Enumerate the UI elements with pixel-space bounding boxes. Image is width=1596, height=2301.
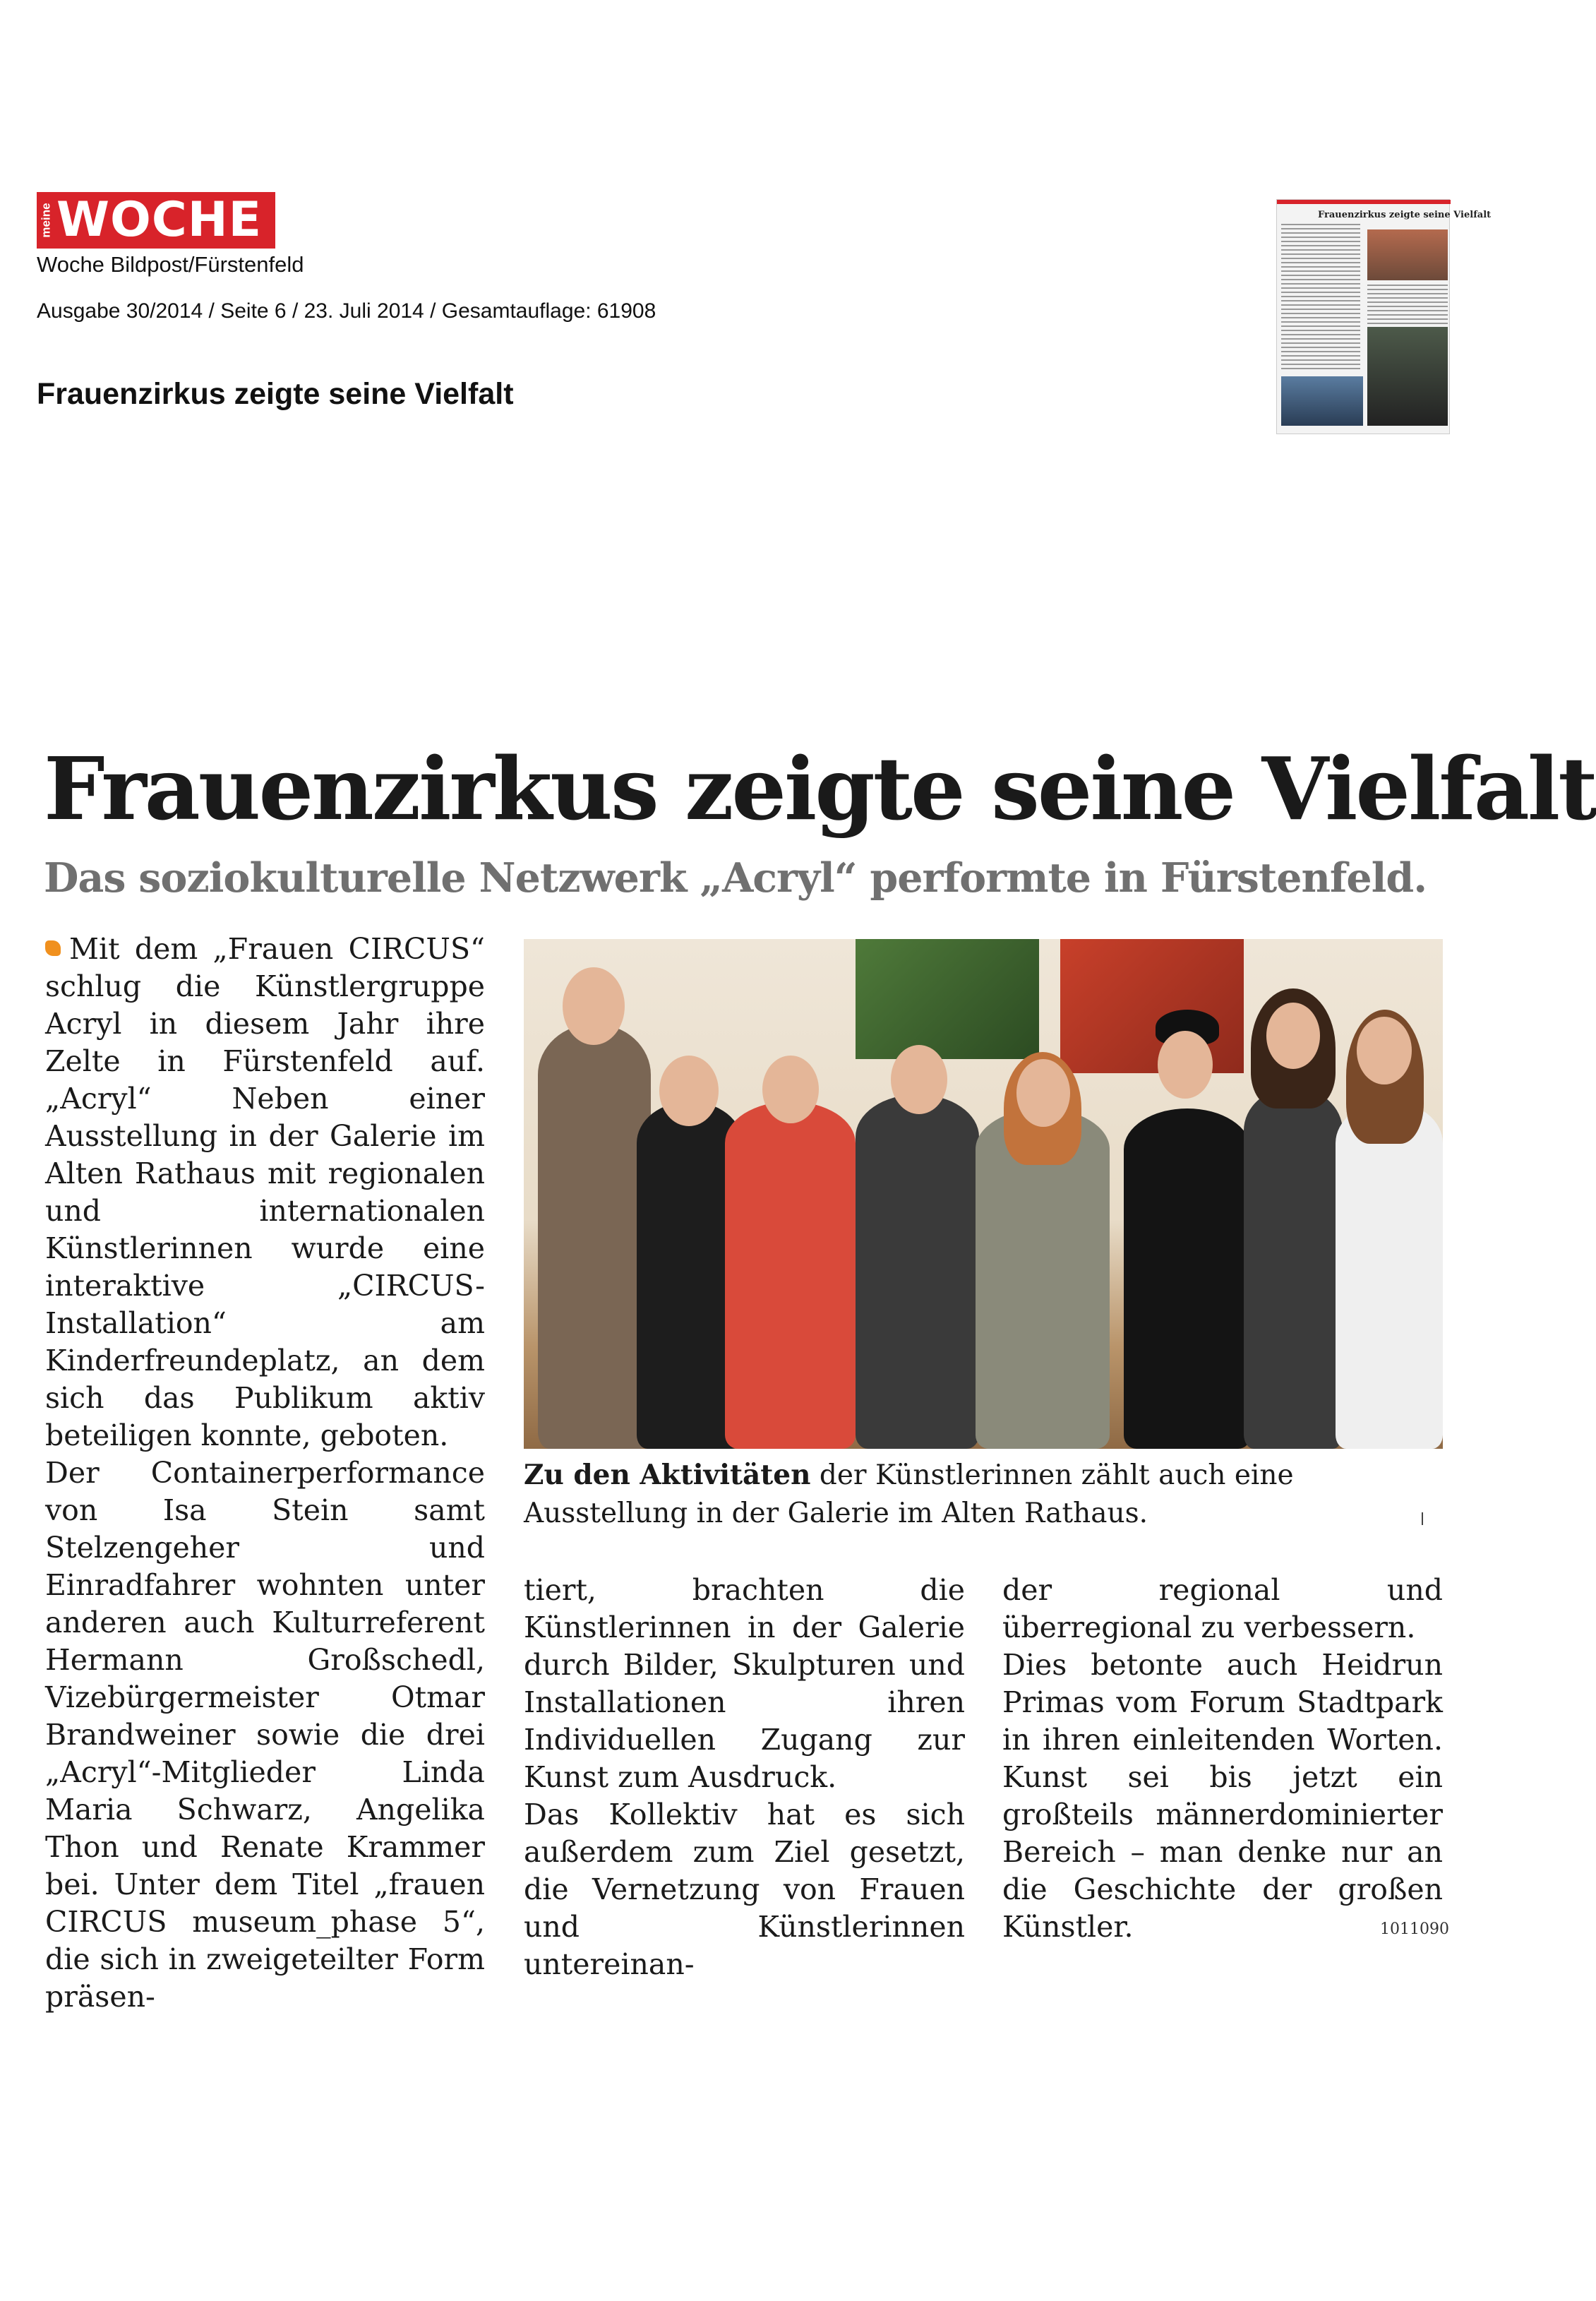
issue-line: Ausgabe 30/2014 / Seite 6 / 23. Juli 2014 / Gesamtauflage: 61908 [37, 299, 656, 323]
thumbnail-text-lines [1367, 285, 1448, 324]
article-column-2 [524, 1572, 965, 1983]
paragraph: tiert, brachten die Künstlerinnen in der Galerie durch Bilder, Skulpturen und Installationen ihren Individuellen Zugang zur Kunst zum Ausdruck. [524, 1573, 965, 1794]
person-head [891, 1045, 947, 1114]
article-photo [524, 939, 1443, 1449]
person-figure [1124, 1108, 1251, 1449]
page-thumbnail [1276, 199, 1492, 434]
publication-name: Woche Bildpost/Fürstenfeld [37, 252, 304, 277]
person-figure [538, 1024, 651, 1449]
paragraph: Der Containerperformance von Isa Stein samt Stelzengeher und Einradfahrer wohnten unter anderen auch Kulturreferent Hermann Großschedl, Vizebürgermeister Otmar Brandweiner sowie die drei „Acryl“-Mitglieder Linda Maria Schwarz, Angelika Thon und Renate Krammer bei. Unter dem Titel „frauen CIRCUS museum_phase 5“, die sich in zweigeteilter Form präsen- [45, 1456, 485, 2014]
painting [1060, 939, 1244, 1073]
person-head [762, 1056, 819, 1123]
article-headline: Frauenzirkus zeigte seine Vielfalt [44, 738, 1596, 839]
person-head [1158, 1031, 1213, 1099]
photo-caption: Zu den Aktivitäten der Künstlerinnen zählt auch eine Ausstellung in der Galerie im Alten Rathaus. [524, 1459, 1294, 1529]
thumbnail-text-lines [1281, 224, 1360, 372]
person-figure [856, 1094, 979, 1449]
article-code: 1011090 [1380, 1920, 1449, 1938]
woche-logo [37, 192, 275, 249]
article-column-1 [45, 931, 485, 2016]
paragraph: Dies betonte auch Heidrun Primas vom Forum Stadtpark in ihren einleitenden Worten. Kunst sei bis jetzt ein großteils männerdominierter Bereich – man denke nur an die Geschichte der großen Künstler. [1002, 1648, 1443, 1944]
logo-meine: meine [40, 203, 54, 238]
thumbnail-title: Frauenzirkus zeigte seine Vielfalt [1318, 210, 1492, 220]
article-column-3 [1002, 1572, 1443, 1946]
paragraph: Mit dem „Frauen CIRCUS“ schlug die Künstlergruppe Acryl in diesem Jahr ihre Zelte in Fürstenfeld auf. „Acryl“ Neben einer Ausstellung in der Galerie im Alten Rathaus mit regionalen und internationalen Künstlerinnen wurde eine interaktive „CIRCUS-Installation“ am Kinderfreundeplatz, an dem sich das Publikum aktiv beteiligen konnte, geboten. [45, 932, 485, 1452]
person-figure [725, 1101, 856, 1449]
article-subheadline: Das soziokulturelle Netzwerk „Acryl“ performte in Fürstenfeld. [44, 854, 1427, 902]
painting [856, 939, 1039, 1059]
thumbnail-ad-photo [1281, 376, 1363, 426]
person-figure [1336, 1101, 1443, 1449]
clipping-title: Frauenzirkus zeigte seine Vielfalt [37, 377, 514, 411]
person-head [1357, 1017, 1412, 1084]
thumbnail-header-bar [1277, 200, 1451, 204]
person-head [1016, 1059, 1070, 1127]
person-head [659, 1056, 719, 1126]
person-head [563, 967, 625, 1045]
person-head [1266, 1003, 1320, 1069]
thumbnail-ad-photo [1367, 327, 1448, 426]
person-figure [1244, 1087, 1343, 1449]
logo-woche-text: WOCHE [56, 192, 263, 248]
caption-mark [1422, 1512, 1423, 1525]
paragraph: Das Kollektiv hat es sich außerdem zum Ziel gesetzt, die Vernetzung von Frauen und Künstlerinnen untereinan- [524, 1798, 965, 1981]
bullet-icon [45, 940, 61, 956]
thumbnail-photo [1367, 229, 1448, 280]
paragraph: der regional und überregional zu verbessern. [1002, 1573, 1443, 1644]
